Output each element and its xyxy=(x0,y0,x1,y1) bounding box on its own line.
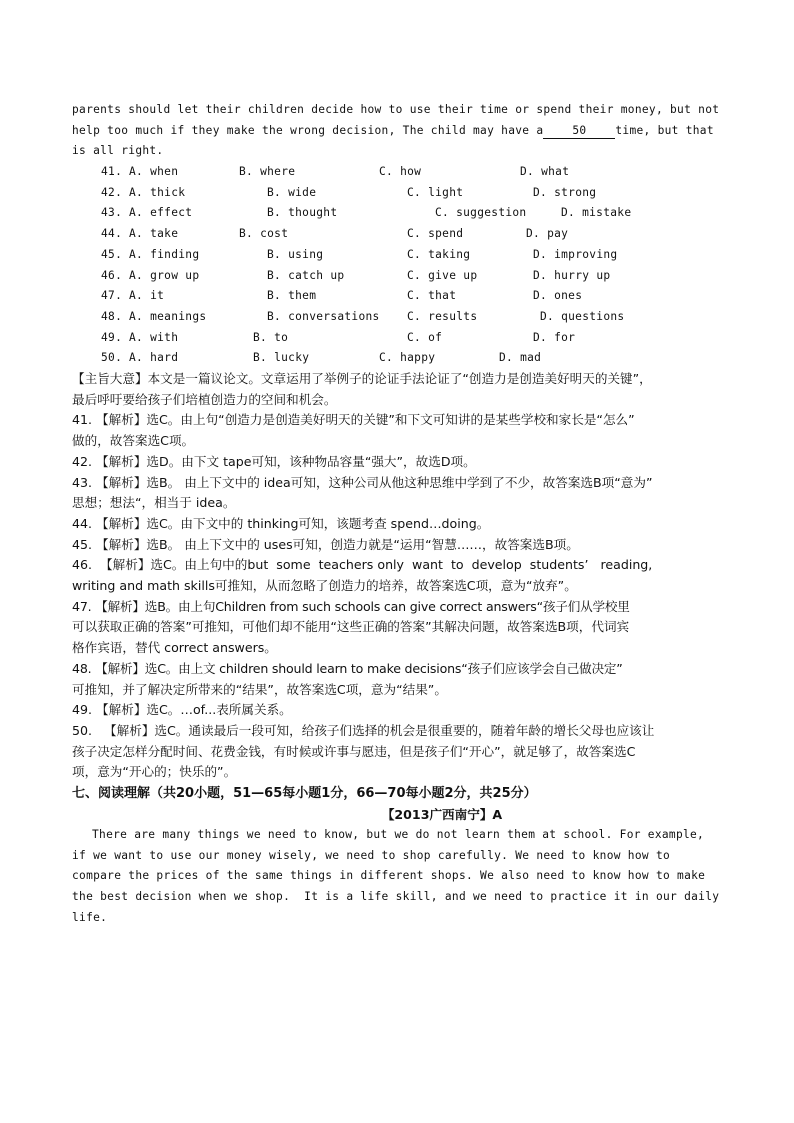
question-number: 48. xyxy=(101,309,123,323)
option-a: A. hard xyxy=(129,351,179,365)
option-d: D. mad xyxy=(499,351,542,365)
analysis-line: 44. 【解析】选C。由下文中的 thinking可知，该题考查 spend…doing。 xyxy=(72,515,490,531)
option-d: D. questions xyxy=(540,309,625,323)
summary-block xyxy=(72,369,722,410)
analysis-line: 49. 【解析】选C。…of...表所属关系。 xyxy=(72,702,292,718)
intro-line: parents should let their children decide how to use their time or spend their money, but not xyxy=(72,103,720,116)
passage-line: compare the prices of the same things in different shops. We also need to know how to make xyxy=(72,869,706,883)
option-b: B. lucky xyxy=(253,351,310,365)
question-number: 43. xyxy=(101,206,123,220)
option-row xyxy=(101,224,722,245)
option-row xyxy=(101,286,722,307)
option-d: D. improving xyxy=(533,247,618,261)
option-row xyxy=(101,162,722,183)
option-row xyxy=(101,348,722,369)
answer-blank: 50 xyxy=(543,124,615,139)
option-c: C. light xyxy=(407,185,464,199)
option-row xyxy=(101,307,722,328)
document-page xyxy=(72,100,722,929)
option-a: A. when xyxy=(129,165,179,179)
option-a: A. meanings xyxy=(129,309,207,323)
passage-line: There are many things we need to know, but we do not learn them at school. For example, xyxy=(92,828,705,842)
analysis-line: 48. 【解析】选C。由上文 children should learn to make decisions“孩子们应该学会自己做决定” xyxy=(72,660,623,676)
option-row xyxy=(101,183,722,204)
option-a: A. it xyxy=(129,289,165,303)
section-title: 七、阅读理解（共20小题，51—65每小题1分，66—70每小题2分，共25分） xyxy=(72,786,537,802)
analysis-block xyxy=(72,410,722,783)
question-number: 49. xyxy=(101,330,123,344)
analysis-line: 47. 【解析】选B。由上句Children from such schools can give correct answers“孩子们从学校里 xyxy=(72,598,630,614)
intro-text: time, but that xyxy=(615,123,714,137)
option-c: C. suggestion xyxy=(435,206,527,220)
reading-passage xyxy=(72,825,722,929)
option-row xyxy=(101,245,722,266)
summary-line: 最后呼吁要给孩子们培植创造力的空间和机会。 xyxy=(72,391,337,407)
option-row xyxy=(101,328,722,349)
option-d: D. what xyxy=(520,165,570,179)
analysis-line: 42. 【解析】选D。由下文 tape可知，该种物品容量“强大”，故选D项。 xyxy=(72,453,476,469)
summary-line: 【主旨大意】本文是一篇议论文。文章运用了举例子的论证手法论证了“创造力是创造美好明天的关键”， xyxy=(72,370,652,386)
question-number: 45. xyxy=(101,247,123,261)
option-b: B. them xyxy=(267,289,317,303)
question-number: 46. xyxy=(101,268,123,282)
option-c: C. give up xyxy=(407,268,478,282)
option-row xyxy=(101,203,722,224)
option-b: B. using xyxy=(267,247,324,261)
analysis-line: 43. 【解析】选B。 由上下文中的 idea可知，这种公司从他这种思维中学到了不少，故答案选B项“意为” xyxy=(72,474,653,490)
option-b: B. to xyxy=(253,330,289,344)
passage-intro xyxy=(72,100,722,162)
option-row xyxy=(101,266,722,287)
option-b: B. catch up xyxy=(267,268,345,282)
analysis-line: 可推知，并了解决定所带来的“结果”，故答案选C项，意为“结果”。 xyxy=(72,681,447,697)
option-d: D. pay xyxy=(526,227,569,241)
analysis-line: 孩子决定怎样分配时间、花费金钱，有时候或许事与愿违，但是孩子们“开心”，就足够了，故答案选C xyxy=(72,743,636,759)
analysis-line: writing and math skills可推知，从而忽略了创造力的培养，故答案选C项，意为“放弃”。 xyxy=(72,578,577,594)
option-c: C. happy xyxy=(379,351,436,365)
passage-line: if we want to use our money wisely, we need to shop carefully. We need to know how to xyxy=(72,848,671,862)
option-a: A. effect xyxy=(129,206,193,220)
option-a: A. grow up xyxy=(129,268,200,282)
intro-line xyxy=(72,121,722,142)
analysis-line: 45. 【解析】选B。 由上下文中的 uses可知，创造力就是“运用“智慧……，故答案选B项。 xyxy=(72,536,579,552)
question-number: 50. xyxy=(101,351,123,365)
option-b: B. conversations xyxy=(267,309,380,323)
analysis-line: 思想；想法“，相当于 idea。 xyxy=(72,495,236,511)
option-c: C. of xyxy=(407,330,443,344)
option-d: D. hurry up xyxy=(533,268,611,282)
analysis-line: 做的，故答案选C项。 xyxy=(72,433,195,449)
option-d: D. for xyxy=(533,330,576,344)
option-d: D. strong xyxy=(533,185,597,199)
analysis-line: 50. 【解析】选C。通读最后一段可知，给孩子们选择的机会是很重要的，随着年龄的增长父母也应该让 xyxy=(72,722,655,738)
passage-source-title: 【2013广西南宁】A xyxy=(381,807,503,823)
options-list xyxy=(101,162,722,369)
analysis-line: 可以获取正确的答案”可推知，可他们却不能用“这些正确的答案”其解决问题，故答案选B项，代词宾 xyxy=(72,619,630,635)
intro-line: is all right. xyxy=(72,144,164,158)
option-a: A. finding xyxy=(129,247,200,261)
option-c: C. taking xyxy=(407,247,471,261)
option-c: C. spend xyxy=(407,227,464,241)
option-c: C. results xyxy=(407,309,478,323)
option-c: C. that xyxy=(407,289,457,303)
option-a: A. thick xyxy=(129,185,186,199)
passage-line: life. xyxy=(72,910,108,924)
option-b: B. where xyxy=(239,165,296,179)
intro-text: help too much if they make the wrong decision, The child may have a xyxy=(72,123,544,137)
option-b: B. thought xyxy=(267,206,338,220)
analysis-line: 46. 【解析】选C。由上句中的but some teachers only want to develop students’ reading, xyxy=(72,557,653,573)
option-d: D. mistake xyxy=(561,206,632,220)
option-c: C. how xyxy=(379,165,422,179)
option-b: B. wide xyxy=(267,185,317,199)
passage-line: the best decision when we shop. It is a life skill, and we need to practice it in our daily xyxy=(72,890,720,904)
analysis-line: 项，意为“开心的；快乐的”。 xyxy=(72,764,237,780)
analysis-line: 41. 【解析】选C。由上句“创造力是创造美好明天的关键”和下文可知讲的是某些学校和家长是“怎么” xyxy=(72,412,635,428)
question-number: 41. xyxy=(101,165,123,179)
option-a: A. take xyxy=(129,227,179,241)
question-number: 42. xyxy=(101,185,123,199)
option-b: B. cost xyxy=(239,227,289,241)
option-a: A. with xyxy=(129,330,179,344)
question-number: 47. xyxy=(101,289,123,303)
analysis-line: 格作宾语，替代 correct answers。 xyxy=(72,640,277,656)
option-d: D. ones xyxy=(533,289,583,303)
question-number: 44. xyxy=(101,227,123,241)
